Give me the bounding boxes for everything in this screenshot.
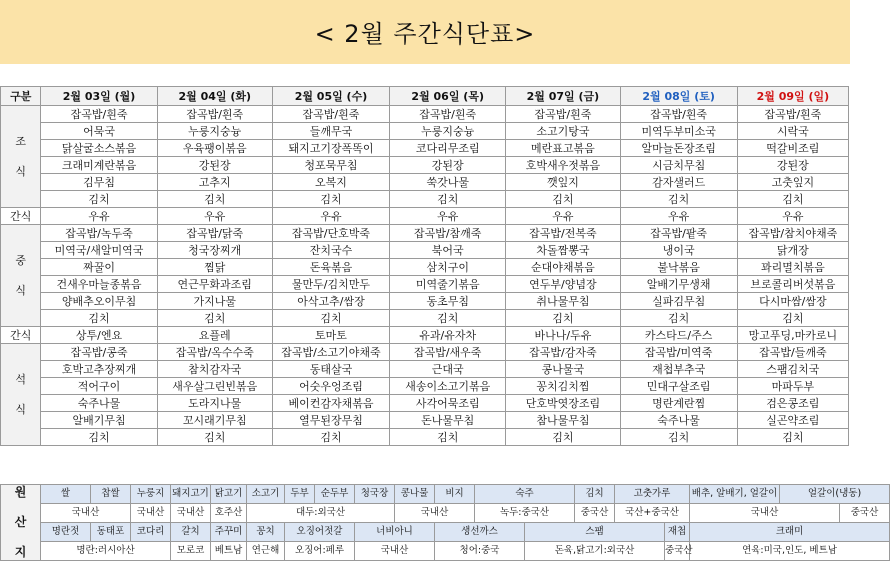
dinner-dish: 김치 <box>157 429 272 446</box>
origin-item: 비지 <box>435 485 475 504</box>
origin-label: 원 산 지 <box>1 485 41 561</box>
dinner-dish: 알배기무침 <box>41 412 157 429</box>
dinner-dish: 김치 <box>737 429 848 446</box>
dinner-label: 석 식 <box>1 344 41 446</box>
lunch-dish: 아삭고추/쌈장 <box>272 293 389 310</box>
origin-country: 베트남 <box>211 542 247 561</box>
morning-snack-item: 우유 <box>157 208 272 225</box>
lunch-dish: 김치 <box>41 310 157 327</box>
dinner-dish: 돈나물무침 <box>390 412 506 429</box>
origin-row-items-2 <box>1 523 890 542</box>
lunch-dish: 순대야채볶음 <box>506 259 620 276</box>
origin-item: 너비아니 <box>355 523 435 542</box>
breakfast-dish: 시금치무침 <box>620 157 737 174</box>
origin-country: 중국산 <box>840 504 890 523</box>
breakfast-dish: 어묵국 <box>41 123 157 140</box>
breakfast-dish: 김치 <box>506 191 620 208</box>
dinner-dish: 잡곡밥/옥수수죽 <box>157 344 272 361</box>
breakfast-dish: 강된장 <box>737 157 848 174</box>
lunch-dish: 돈육볶음 <box>272 259 389 276</box>
breakfast-dish: 김치 <box>41 191 157 208</box>
dinner-row <box>1 378 849 395</box>
lunch-dish: 물만두/김치만두 <box>272 276 389 293</box>
breakfast-dish: 고춧잎지 <box>737 174 848 191</box>
dinner-row <box>1 412 849 429</box>
breakfast-row <box>1 123 849 140</box>
day-header-fri: 2월 07일 (금) <box>506 87 620 106</box>
lunch-row <box>1 310 849 327</box>
dinner-dish: 도라지나물 <box>157 395 272 412</box>
lunch-dish: 김치 <box>620 310 737 327</box>
origin-row-countries-2 <box>1 542 890 561</box>
origin-country: 연육:미국,인도, 베트남 <box>690 542 890 561</box>
lunch-dish: 다시마쌈/쌈장 <box>737 293 848 310</box>
breakfast-dish: 누룽지숭늉 <box>157 123 272 140</box>
origin-item: 고춧가루 <box>615 485 690 504</box>
breakfast-dish: 잡곡밥/흰죽 <box>620 106 737 123</box>
origin-country: 중국산 <box>665 542 690 561</box>
breakfast-dish: 우육팽이볶음 <box>157 140 272 157</box>
origin-country: 국내산 <box>395 504 475 523</box>
lunch-dish: 잡곡밥/녹두죽 <box>41 225 157 242</box>
origin-item: 코다리 <box>131 523 171 542</box>
lunch-row <box>1 293 849 310</box>
origin-country: 모로코 <box>171 542 211 561</box>
afternoon-snack-item: 카스타드/주스 <box>620 327 737 344</box>
origin-item: 소고기 <box>247 485 285 504</box>
breakfast-dish: 강된장 <box>157 157 272 174</box>
lunch-dish: 잡곡밥/팥죽 <box>620 225 737 242</box>
breakfast-row <box>1 157 849 174</box>
dinner-row <box>1 429 849 446</box>
dinner-dish: 김치 <box>390 429 506 446</box>
origin-country: 국내산 <box>171 504 211 523</box>
day-header-sun: 2월 09일 (일) <box>737 87 848 106</box>
lunch-dish: 미역국/새알미역국 <box>41 242 157 259</box>
dinner-dish: 김치 <box>506 429 620 446</box>
breakfast-dish: 김치 <box>737 191 848 208</box>
origin-row-items-1 <box>1 485 890 504</box>
origin-country: 국내산 <box>41 504 131 523</box>
origin-item: 크래미 <box>690 523 890 542</box>
afternoon-snack-item: 유과/유자차 <box>390 327 506 344</box>
dinner-row <box>1 344 849 361</box>
dinner-dish: 호박고추장찌개 <box>41 361 157 378</box>
lunch-dish: 북어국 <box>390 242 506 259</box>
breakfast-dish: 김치 <box>157 191 272 208</box>
lunch-dish: 취나물무침 <box>506 293 620 310</box>
origin-item: 스팸 <box>525 523 665 542</box>
dinner-row <box>1 361 849 378</box>
spacer <box>0 64 850 86</box>
morning-snack-label: 간식 <box>1 208 41 225</box>
origin-item: 두부 <box>285 485 315 504</box>
lunch-dish: 김치 <box>737 310 848 327</box>
dinner-dish: 실곤약조림 <box>737 412 848 429</box>
breakfast-dish: 감자샐러드 <box>620 174 737 191</box>
dinner-dish: 잡곡밥/들깨죽 <box>737 344 848 361</box>
dinner-dish: 참나물무침 <box>506 412 620 429</box>
breakfast-dish: 깻잎지 <box>506 174 620 191</box>
origin-country: 오징어:페루 <box>285 542 355 561</box>
origin-country: 명란:러시아산 <box>41 542 171 561</box>
lunch-row <box>1 259 849 276</box>
dinner-dish: 콩나물국 <box>506 361 620 378</box>
afternoon-snack-item: 바나나/두유 <box>506 327 620 344</box>
dinner-dish: 잡곡밥/새우죽 <box>390 344 506 361</box>
origin-country: 연근해 <box>247 542 285 561</box>
dinner-dish: 꽁치김치찜 <box>506 378 620 395</box>
origin-country: 국산+중국산 <box>615 504 690 523</box>
lunch-dish: 잡곡밥/단호박죽 <box>272 225 389 242</box>
lunch-dish: 냉이국 <box>620 242 737 259</box>
breakfast-dish: 잡곡밥/흰죽 <box>506 106 620 123</box>
breakfast-dish: 잡곡밥/흰죽 <box>737 106 848 123</box>
day-header-mon: 2월 03일 (월) <box>41 87 157 106</box>
lunch-dish: 차돌짬뽕국 <box>506 242 620 259</box>
lunch-dish: 가지나물 <box>157 293 272 310</box>
dinner-dish: 김치 <box>620 429 737 446</box>
breakfast-dish: 잡곡밥/흰죽 <box>390 106 506 123</box>
dinner-dish: 동태살국 <box>272 361 389 378</box>
lunch-dish: 청국장찌개 <box>157 242 272 259</box>
origin-country: 국내산 <box>131 504 171 523</box>
breakfast-row <box>1 140 849 157</box>
origin-country: 호주산 <box>211 504 247 523</box>
origin-item: 닭고기 <box>211 485 247 504</box>
lunch-label: 중 식 <box>1 225 41 327</box>
lunch-dish: 김치 <box>157 310 272 327</box>
origin-item: 오징어젓갈 <box>285 523 355 542</box>
origin-country: 국내산 <box>355 542 435 561</box>
breakfast-row <box>1 191 849 208</box>
lunch-dish: 양배추오이무침 <box>41 293 157 310</box>
dinner-dish: 새송이소고기볶음 <box>390 378 506 395</box>
dinner-dish: 적어구이 <box>41 378 157 395</box>
lunch-dish: 동초무침 <box>390 293 506 310</box>
lunch-dish: 꽈리멸치볶음 <box>737 259 848 276</box>
dinner-dish: 김치 <box>41 429 157 446</box>
dinner-dish: 베이컨감자채볶음 <box>272 395 389 412</box>
origin-item: 재첩 <box>665 523 690 542</box>
breakfast-dish: 오복지 <box>272 174 389 191</box>
breakfast-dish: 미역두부미소국 <box>620 123 737 140</box>
breakfast-dish: 청포묵무침 <box>272 157 389 174</box>
lunch-dish: 삼치구이 <box>390 259 506 276</box>
origin-item: 주꾸미 <box>211 523 247 542</box>
weekly-menu-table <box>0 86 849 446</box>
breakfast-dish: 들깨무국 <box>272 123 389 140</box>
origin-item: 숙주 <box>475 485 575 504</box>
breakfast-dish: 잡곡밥/흰죽 <box>272 106 389 123</box>
origin-country: 청어:중국 <box>435 542 525 561</box>
morning-snack-item: 우유 <box>272 208 389 225</box>
origin-item: 명란젓 <box>41 523 91 542</box>
dinner-dish: 재첩부추국 <box>620 361 737 378</box>
breakfast-dish: 김치 <box>620 191 737 208</box>
origin-item: 콩나물 <box>395 485 435 504</box>
lunch-dish: 김치 <box>390 310 506 327</box>
afternoon-snack-item: 망고푸딩,마카로니 <box>737 327 848 344</box>
lunch-dish: 잡곡밥/참깨죽 <box>390 225 506 242</box>
lunch-dish: 김치 <box>272 310 389 327</box>
dinner-dish: 열무된장무침 <box>272 412 389 429</box>
origin-item: 쌀 <box>41 485 91 504</box>
lunch-dish: 닭개장 <box>737 242 848 259</box>
lunch-dish: 알배기무생채 <box>620 276 737 293</box>
breakfast-dish: 고추지 <box>157 174 272 191</box>
lunch-dish: 짜꿀이 <box>41 259 157 276</box>
dinner-dish: 김치 <box>272 429 389 446</box>
breakfast-dish: 크래미계란볶음 <box>41 157 157 174</box>
lunch-dish: 잡곡밥/닭죽 <box>157 225 272 242</box>
lunch-dish: 찜닭 <box>157 259 272 276</box>
lunch-dish: 브로콜리버섯볶음 <box>737 276 848 293</box>
dinner-dish: 새우살그린빈볶음 <box>157 378 272 395</box>
dinner-dish: 숙주나물 <box>620 412 737 429</box>
breakfast-dish: 쑥갓나물 <box>390 174 506 191</box>
origin-item: 동태포 <box>91 523 131 542</box>
afternoon-snack-item: 상투/엔요 <box>41 327 157 344</box>
origin-country: 돈육,닭고기:외국산 <box>525 542 665 561</box>
page-title: < 2월 주간식단표> <box>314 20 536 48</box>
breakfast-dish: 떡갈비조림 <box>737 140 848 157</box>
afternoon-snack-item: 요플레 <box>157 327 272 344</box>
dinner-dish: 검은콩조림 <box>737 395 848 412</box>
dinner-dish: 명란계란찜 <box>620 395 737 412</box>
afternoon-snack-item: 토마토 <box>272 327 389 344</box>
origin-country: 대두:외국산 <box>247 504 395 523</box>
dinner-dish: 어숫우엉조림 <box>272 378 389 395</box>
morning-snack-item: 우유 <box>41 208 157 225</box>
origin-item: 청국장 <box>355 485 395 504</box>
breakfast-dish: 호박새우젓볶음 <box>506 157 620 174</box>
dinner-dish: 잡곡밥/콩죽 <box>41 344 157 361</box>
dinner-row <box>1 395 849 412</box>
morning-snack-item: 우유 <box>620 208 737 225</box>
day-header-tue: 2월 04일 (화) <box>157 87 272 106</box>
breakfast-dish: 알마늘돈장조림 <box>620 140 737 157</box>
day-header-thu: 2월 06일 (목) <box>390 87 506 106</box>
breakfast-dish: 김무침 <box>41 174 157 191</box>
origin-item: 누룽지 <box>131 485 171 504</box>
afternoon-snack-label: 간식 <box>1 327 41 344</box>
lunch-dish: 김치 <box>506 310 620 327</box>
dinner-dish: 잡곡밥/소고기야채죽 <box>272 344 389 361</box>
lunch-dish: 건새우마늘종볶음 <box>41 276 157 293</box>
breakfast-dish: 메란표고볶음 <box>506 140 620 157</box>
origin-item: 얼갈이(냉동) <box>780 485 890 504</box>
breakfast-dish: 강된장 <box>390 157 506 174</box>
origin-country: 녹두:중국산 <box>475 504 575 523</box>
day-header-wed: 2월 05일 (수) <box>272 87 389 106</box>
dinner-dish: 잡곡밥/감자죽 <box>506 344 620 361</box>
origin-item: 생선까스 <box>435 523 525 542</box>
lunch-row <box>1 242 849 259</box>
dinner-dish: 잡곡밥/미역죽 <box>620 344 737 361</box>
lunch-dish: 실파김무침 <box>620 293 737 310</box>
lunch-dish: 잡곡밥/전복죽 <box>506 225 620 242</box>
morning-snack-item: 우유 <box>506 208 620 225</box>
origin-row-countries-1 <box>1 504 890 523</box>
breakfast-dish: 닭살굴소스볶음 <box>41 140 157 157</box>
origin-table <box>0 484 890 561</box>
origin-item: 갈치 <box>171 523 211 542</box>
morning-snack-row <box>1 208 849 225</box>
origin-item: 김치 <box>575 485 615 504</box>
lunch-dish: 연두부/양념장 <box>506 276 620 293</box>
origin-item: 배추, 알배기, 얼갈이 <box>690 485 780 504</box>
dinner-dish: 스팸김치국 <box>737 361 848 378</box>
breakfast-dish: 잡곡밥/흰죽 <box>157 106 272 123</box>
breakfast-row <box>1 174 849 191</box>
afternoon-snack-row <box>1 327 849 344</box>
breakfast-dish: 누룽지숭늉 <box>390 123 506 140</box>
origin-item: 찹쌀 <box>91 485 131 504</box>
morning-snack-item: 우유 <box>390 208 506 225</box>
header-row <box>1 87 849 106</box>
day-header-sat: 2월 08일 (토) <box>620 87 737 106</box>
lunch-dish: 미역줄기볶음 <box>390 276 506 293</box>
origin-item: 순두부 <box>315 485 355 504</box>
breakfast-label: 조 식 <box>1 106 41 208</box>
dinner-dish: 근대국 <box>390 361 506 378</box>
breakfast-dish: 김치 <box>390 191 506 208</box>
dinner-dish: 꼬시래기무침 <box>157 412 272 429</box>
lunch-dish: 잡곡밥/참치야채죽 <box>737 225 848 242</box>
breakfast-dish: 코다리무조림 <box>390 140 506 157</box>
breakfast-dish: 김치 <box>272 191 389 208</box>
lunch-row <box>1 225 849 242</box>
dinner-dish: 단호박엿장조림 <box>506 395 620 412</box>
breakfast-dish: 소고기탕국 <box>506 123 620 140</box>
breakfast-dish: 돼지고기장폭똑이 <box>272 140 389 157</box>
origin-item: 꽁치 <box>247 523 285 542</box>
dinner-dish: 마파두부 <box>737 378 848 395</box>
dinner-dish: 민대구살조림 <box>620 378 737 395</box>
dinner-dish: 사각어묵조림 <box>390 395 506 412</box>
breakfast-row <box>1 106 849 123</box>
lunch-dish: 잔치국수 <box>272 242 389 259</box>
origin-item: 돼지고기 <box>171 485 211 504</box>
breakfast-dish: 시락국 <box>737 123 848 140</box>
dinner-dish: 참치감자국 <box>157 361 272 378</box>
lunch-dish: 불낙볶음 <box>620 259 737 276</box>
origin-country: 중국산 <box>575 504 615 523</box>
origin-country: 국내산 <box>690 504 840 523</box>
category-header: 구분 <box>1 87 41 106</box>
morning-snack-item: 우유 <box>737 208 848 225</box>
lunch-row <box>1 276 849 293</box>
breakfast-dish: 잡곡밥/흰죽 <box>41 106 157 123</box>
dinner-dish: 숙주나물 <box>41 395 157 412</box>
lunch-dish: 연근무화과조림 <box>157 276 272 293</box>
